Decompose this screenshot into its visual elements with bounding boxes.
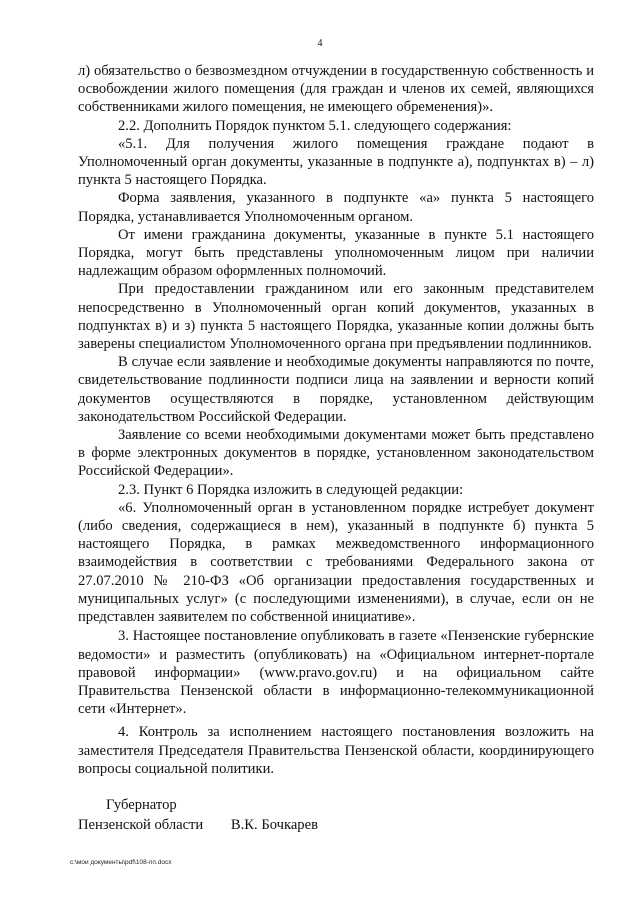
paragraph-2-3: 2.3. Пункт 6 Порядка изложить в следующей редакции: [118, 481, 464, 498]
paragraph-4-control: 4. Контроль за исполнением настоящего постановления возложить на заместителя Председателя Правительства Пензенской области, координирующего вопросы социальной политики. [78, 724, 594, 777]
paragraph-mail-submission: В случае если заявление и необходимые документы направляются по почте, свидетельствование подлинности подписи лица на заявлении и верности копий документов осуществляются в порядке, установленном действующим законодательством Российской Федерации. [78, 354, 594, 425]
paragraph-5-1: «5.1. Для получения жилого помещения граждане подают в Уполномоченный орган документы, указанные в подпункте а), подпунктах в) – л) пункта 5 настоящего Порядка. [78, 135, 594, 189]
document-body [78, 62, 594, 778]
paragraph-electronic-submission: Заявление со всеми необходимыми документами может быть представлено в форме электронных документов в порядке, установленном законодательством Российской Федерации». [78, 427, 594, 480]
signatory-region: Пензенской области [78, 817, 204, 833]
paragraph-3-publication: 3. Настоящее постановление опубликовать в газете «Пензенские губернские ведомости» и разместить (опубликовать) на «Официальном интернет-портале правовой информации» (www.pravo.gov.ru) и на официальном сайте Правительства Пензенской области в информационно-телекоммуникационной сети «Интернет». [78, 628, 594, 718]
file-path-footer: c:\мои документы\pdf\108-пп.docx [70, 859, 172, 866]
page-number: 4 [317, 38, 323, 49]
paragraph-clause-l: л) обязательство о безвозмездном отчуждении в государственную собственность и освобождении жилого помещения (для граждан и членов их семей, являющихся собственниками жилого помещения, не имеющего обременения)». [78, 63, 594, 116]
paragraph-2-2: 2.2. Дополнить Порядок пунктом 5.1. следующего содержания: [118, 117, 512, 134]
paragraph-copies-certification: При предоставлении гражданином или его законным представителем непосредственно в Уполномоченный орган копий документов, указанных в подпунктах в) и з) пункта 5 настоящего Порядка, указанные копии должны быть заверены специалистом Уполномоченного органа при предъявлении подлинников. [78, 281, 594, 353]
signature-block [78, 795, 598, 835]
paragraph-6: «6. Уполномоченный орган в установленном порядке истребует документ (либо сведения, содержащиеся в нем), указанный в подпункте б) пункта 5 настоящего Порядка, в рамках межведомственного информационного взаимодействия в соответствии с требованиями Федерального закона от 27.07.2010 № 210-ФЗ «Об организации предоставления государственных и муниципальных услуг» (с последующими изменениями), в случае, если он не представлен заявителем по собственной инициативе». [78, 499, 594, 626]
signatory-name: В.К. Бочкарев [230, 817, 318, 833]
signatory-title: Губернатор [106, 797, 177, 813]
paragraph-authorized-person: От имени гражданина документы, указанные в пункте 5.1 настоящего Порядка, могут быть представлены уполномоченным лицом при наличии надлежащим образом оформленных полномочий. [78, 226, 594, 280]
paragraph-application-form: Форма заявления, указанного в подпункте «а» пункта 5 настоящего Порядка, устанавливается Уполномоченным органом. [78, 190, 594, 225]
